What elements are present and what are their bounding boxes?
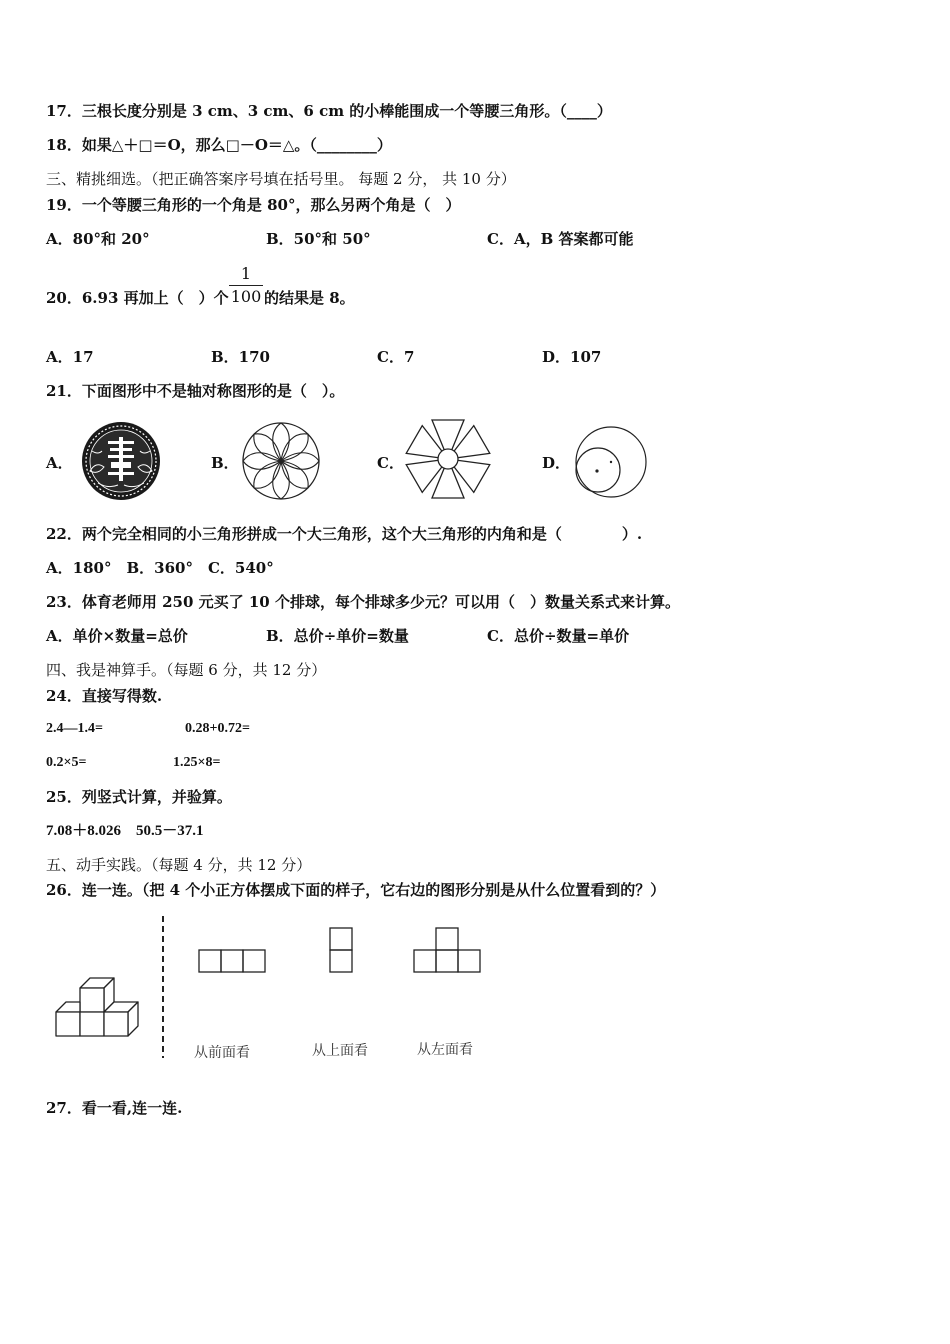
flower-rosette-figure	[240, 421, 322, 501]
q24-expression-4: 1.25×8=	[173, 755, 221, 770]
q20-option-c: C．7	[377, 348, 415, 366]
q20-option-b: B．170	[211, 348, 270, 366]
q21-label-a: A．	[46, 454, 73, 472]
q22-options: A．180° B．360° C．540°	[46, 559, 274, 577]
q19-option-a: A．80°和 20°	[46, 230, 150, 248]
left-view-figure	[412, 926, 484, 974]
section-5-heading: 五、动手实践。（每题 4 分，共 12 分）	[46, 856, 312, 874]
section-4-heading: 四、我是神算手。（每题 6 分，共 12 分）	[46, 661, 327, 679]
question-20-stem-end: 的结果是 8。	[264, 289, 355, 307]
q20-option-d: D．107	[542, 348, 602, 366]
pinwheel-hexagon-figure	[402, 418, 494, 500]
question-21-stem: 21．下面图形中不是轴对称图形的是（ ）。	[46, 382, 345, 400]
q23-option-c: C．总价÷数量=单价	[487, 627, 630, 645]
caption-left-view: 从左面看	[417, 1042, 473, 1058]
question-18: 18．如果△＋□＝O，那么□－O＝△。（________）	[46, 136, 392, 154]
fraction-numerator: 1	[229, 263, 263, 286]
q23-option-b: B．总价÷单价=数量	[266, 627, 409, 645]
question-25-stem: 25．列竖式计算，并验算。	[46, 788, 232, 806]
q21-label-c: C．	[377, 454, 404, 472]
caption-top-view: 从上面看	[312, 1043, 368, 1059]
q19-option-b: B．50°和 50°	[266, 230, 371, 248]
fraction-denominator: 100	[230, 287, 262, 306]
dashed-divider	[158, 914, 168, 1060]
cube-arrangement-figure	[50, 968, 150, 1044]
question-19-stem: 19．一个等腰三角形的一个角是 80°，那么另两个角是（ ）	[46, 196, 461, 214]
nested-circles-figure	[573, 424, 649, 500]
question-23-stem: 23．体育老师用 250 元买了 10 个排球，每个排球多少元？可以用（ ）数量关系式来计算。	[46, 593, 680, 611]
q19-option-c: C．A，B 答案都可能	[487, 230, 634, 248]
q24-expression-3: 0.2×5=	[46, 755, 87, 770]
front-view-figure	[197, 948, 267, 974]
question-24-stem: 24．直接写得数.	[46, 687, 163, 705]
q20-option-a: A．17	[46, 348, 94, 366]
caption-front-view: 从前面看	[194, 1045, 250, 1061]
q21-label-d: D．	[542, 454, 571, 472]
question-22-stem: 22．两个完全相同的小三角形拼成一个大三角形，这个大三角形的内角和是（ ）.	[46, 525, 643, 543]
q24-expression-1: 2.4—1.4=	[46, 721, 103, 736]
section-3-heading: 三、精挑细选。（把正确答案序号填在括号里。 每题 2 分， 共 10 分）	[46, 170, 516, 188]
q21-label-b: B．	[211, 454, 239, 472]
question-27: 27．看一看,连一连.	[46, 1099, 183, 1117]
q25-expressions: 7.08＋8.026 50.5－37.1	[46, 823, 204, 839]
top-view-figure	[328, 926, 354, 974]
question-26-stem: 26．连一连。（把 4 个小正方体摆成下面的样子，它右边的图形分别是从什么位置看到的？）	[46, 881, 666, 899]
question-20-stem: 20．6.93 再加上（ ）个	[46, 289, 229, 307]
q23-option-a: A．单价×数量=总价	[46, 627, 188, 645]
fraction-one-hundredth	[229, 263, 263, 308]
question-17: 17．三根长度分别是 3 cm、3 cm、6 cm 的小棒能围成一个等腰三角形。（____）	[46, 102, 612, 120]
q24-expression-2: 0.28+0.72=	[185, 721, 250, 736]
double-happiness-papercut-figure	[78, 421, 164, 501]
